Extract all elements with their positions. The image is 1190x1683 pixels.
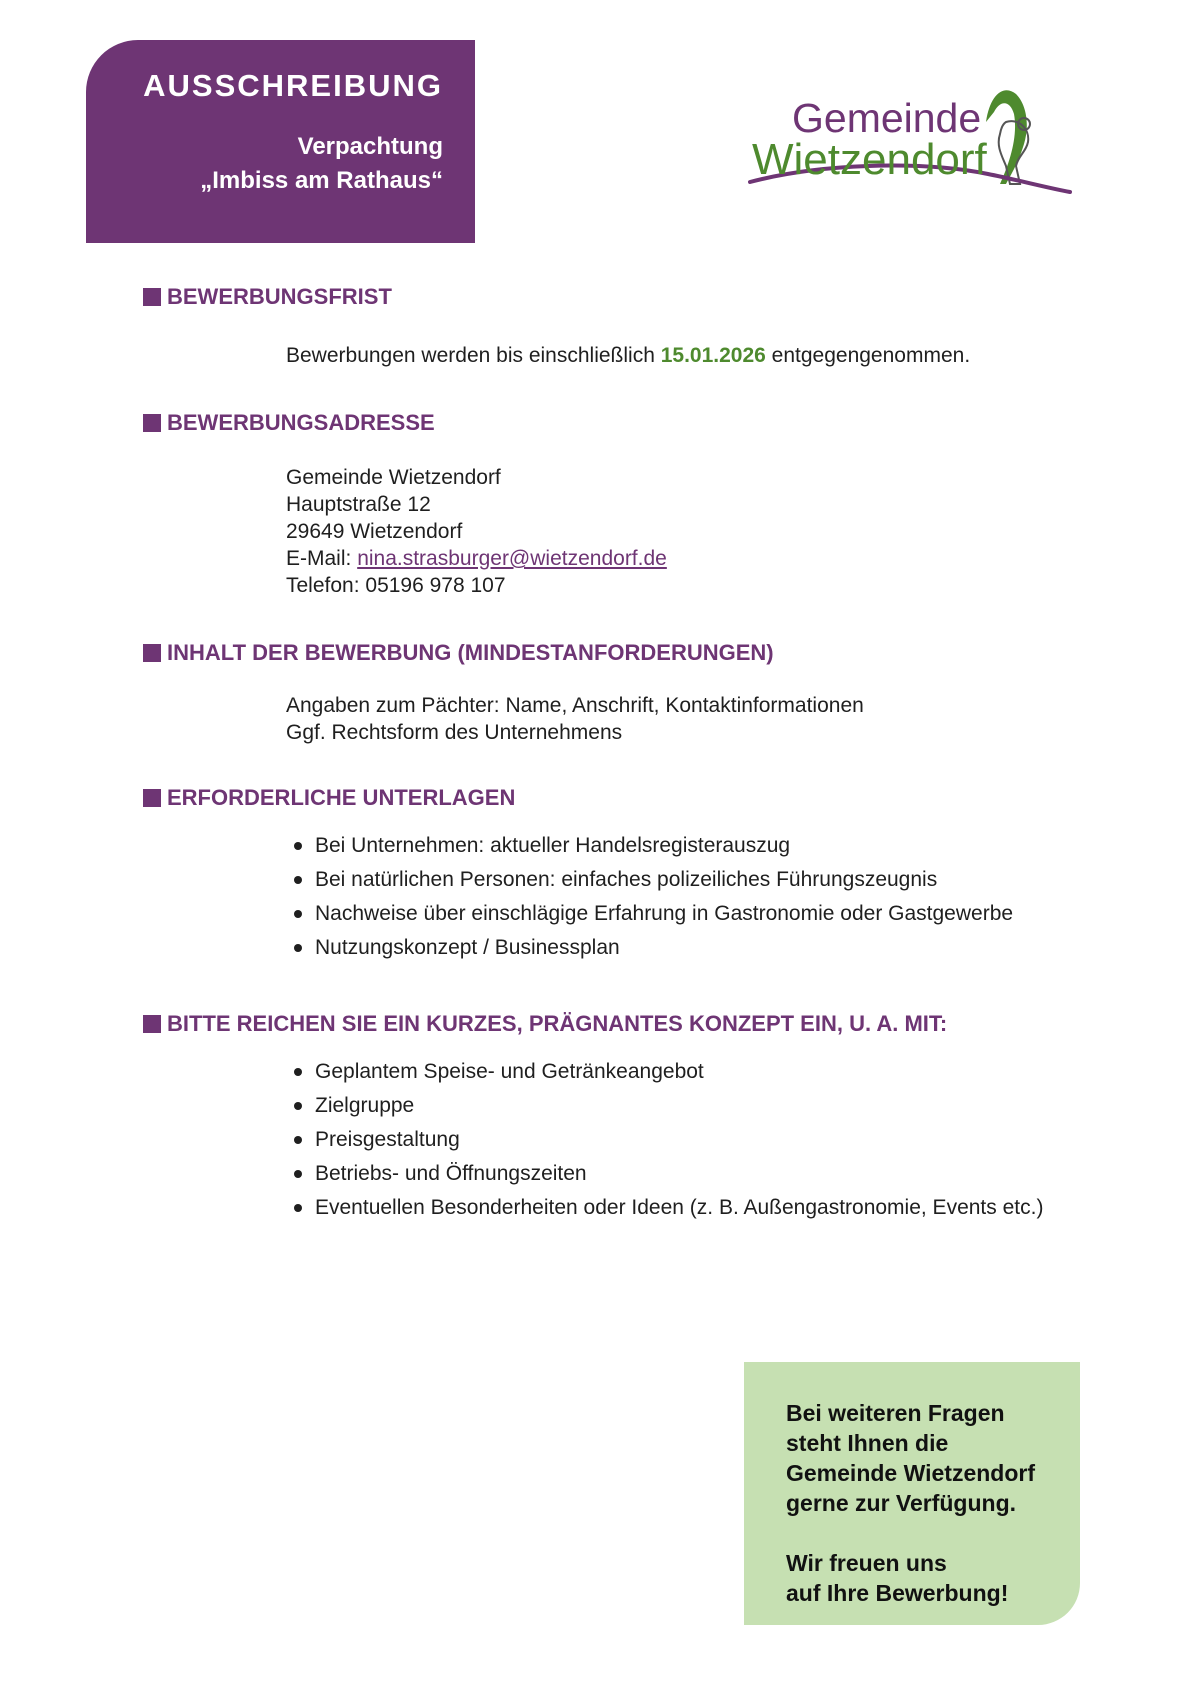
inhalt-line-2: Ggf. Rechtsform des Unternehmens [286, 721, 623, 744]
contact-info-box [744, 1362, 1080, 1625]
section-heading-unterlagen [143, 784, 515, 812]
list-item-text: Nutzungskonzept / Businessplan [315, 936, 620, 959]
list-item-text: Bei natürlichen Personen: einfaches polizeiliches Führungszeugnis [315, 868, 938, 891]
info-line: Bei weiteren Fragen [786, 1400, 1005, 1426]
list-item-text: Bei Unternehmen: aktueller Handelsregisterauszug [315, 834, 791, 857]
page-title: AUSSCHREIBUNG [143, 68, 443, 103]
list-item [286, 829, 1013, 863]
bullet-icon [294, 944, 302, 952]
address-block [286, 464, 667, 599]
logo-word-wietzendorf: Wietzendorf [752, 135, 987, 184]
heading-text: INHALT DER BEWERBUNG (MINDESTANFORDERUNGEN) [167, 640, 774, 665]
info-line: auf Ihre Bewerbung! [786, 1580, 1009, 1606]
list-item-text: Nachweise über einschlägige Erfahrung in Gastronomie oder Gastgewerbe [315, 902, 1014, 925]
info-line: Wir freuen uns [786, 1550, 947, 1576]
list-item [286, 1191, 1043, 1225]
heading-square-icon [143, 288, 161, 306]
deadline-date: 15.01.2026 [660, 344, 766, 367]
section-heading-bewerbungsadresse [143, 409, 435, 437]
email-link[interactable]: nina.strasburger@wietzendorf.de [357, 547, 667, 570]
heading-text: BITTE REICHEN SIE EIN KURZES, PRÄGNANTES KONZEPT EIN, U. A. MIT: [167, 1011, 948, 1036]
email-label: E-Mail: [286, 547, 358, 570]
list-item [286, 1123, 1043, 1157]
list-item [286, 1157, 1043, 1191]
address-line-city: 29649 Wietzendorf [286, 520, 463, 543]
bullet-icon [294, 1136, 302, 1144]
heading-text: ERFORDERLICHE UNTERLAGEN [167, 785, 516, 810]
list-item [286, 863, 1013, 897]
subtitle-line-1: Verpachtung [297, 133, 443, 160]
section-heading-bewerbungsfrist [143, 283, 392, 311]
list-item-text: Geplantem Speise- und Getränkeangebot [315, 1060, 704, 1083]
heading-square-icon [143, 789, 161, 807]
heading-text: BEWERBUNGSFRIST [167, 284, 392, 309]
bullet-icon [294, 842, 302, 850]
address-line-phone: Telefon: 05196 978 107 [286, 574, 506, 597]
subtitle-line-2: „Imbiss am Rathaus“ [200, 167, 443, 194]
info-line: steht Ihnen die [786, 1430, 949, 1456]
bullet-icon [294, 1170, 302, 1178]
inhalt-block [286, 692, 864, 746]
frist-text-before: Bewerbungen werden bis einschließlich [286, 344, 661, 367]
logo-word-gemeinde: Gemeinde [792, 95, 982, 141]
address-line-name: Gemeinde Wietzendorf [286, 466, 501, 489]
heading-text: BEWERBUNGSADRESSE [167, 410, 435, 435]
heading-square-icon [143, 1015, 161, 1033]
list-item-text: Eventuellen Besonderheiten oder Ideen (z. B. Außengastronomie, Events etc.) [315, 1196, 1044, 1219]
section-heading-inhalt [143, 639, 774, 667]
heading-square-icon [143, 414, 161, 432]
bullet-icon [294, 1102, 302, 1110]
list-item [286, 1089, 1043, 1123]
bullet-icon [294, 910, 302, 918]
address-line-email [286, 545, 667, 572]
gemeinde-wietzendorf-logo [748, 80, 1073, 200]
heading-square-icon [143, 644, 161, 662]
info-paragraph-closing [786, 1548, 1060, 1608]
list-item-text: Preisgestaltung [315, 1128, 460, 1151]
bullet-icon [294, 876, 302, 884]
konzept-list [286, 1055, 1043, 1225]
unterlagen-list [286, 829, 1013, 965]
list-item-text: Zielgruppe [315, 1094, 415, 1117]
info-line: Gemeinde Wietzendorf [786, 1460, 1035, 1486]
section-heading-konzept [143, 1010, 947, 1038]
page-subtitle [86, 130, 443, 198]
list-item [286, 897, 1013, 931]
info-line: gerne zur Verfügung. [786, 1490, 1017, 1516]
frist-text-after: entgegengenommen. [765, 344, 971, 367]
bewerbungsfrist-text [286, 342, 970, 369]
info-paragraph-questions [786, 1398, 1060, 1518]
list-item [286, 1055, 1043, 1089]
bullet-icon [294, 1204, 302, 1212]
list-item [286, 931, 1013, 965]
list-item-text: Betriebs- und Öffnungszeiten [315, 1162, 587, 1185]
bullet-icon [294, 1068, 302, 1076]
inhalt-line-1: Angaben zum Pächter: Name, Anschrift, Kontaktinformationen [286, 694, 864, 717]
header-banner [86, 40, 475, 243]
address-line-street: Hauptstraße 12 [286, 493, 431, 516]
